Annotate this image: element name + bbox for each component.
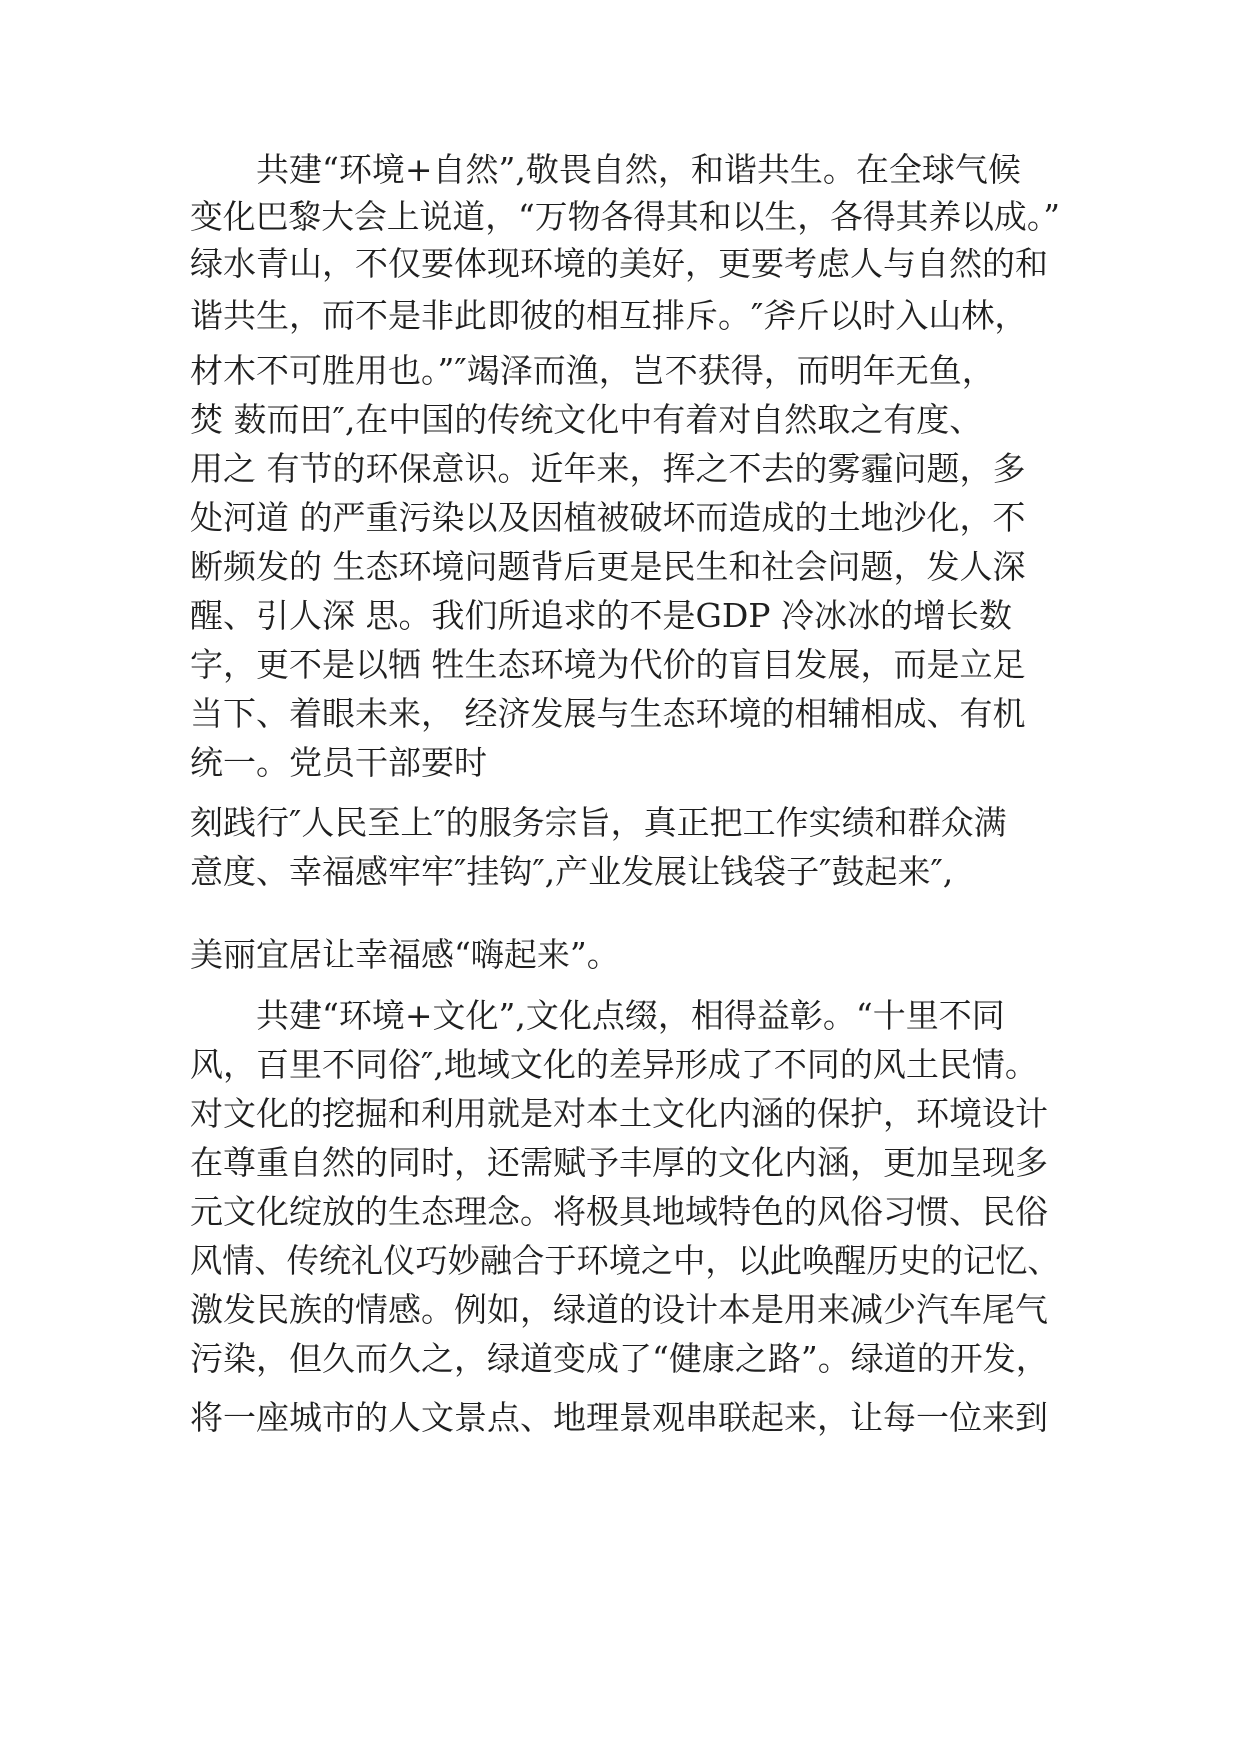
paragraph-1-line-12: 当下、着眼未来， 经济发展与生态环境的相辅相成、有机: [190, 694, 1026, 733]
paragraph-1-line-1: 共建“环境+自然”,敬畏自然，和谐共生。在全球气候: [256, 150, 1021, 189]
paragraph-1-line-4: 谐共生，而不是非此即彼的相互排斥。″斧斤以时入山林，: [190, 296, 1028, 335]
paragraph-2-line-6: 风情、传统礼仪巧妙融合于环境之中，以此唤醒历史的记忆、: [190, 1241, 1060, 1280]
paragraph-2-line-2: 风，百里不同俗″,地域文化的差异形成了不同的风土民情。: [190, 1045, 1038, 1084]
paragraph-1-line-6: 焚 薮而田″,在中国的传统文化中有着对自然取之有度、: [190, 400, 983, 439]
paragraph-2-line-7: 激发民族的情感。例如，绿道的设计本是用来减少汽车尾气: [190, 1290, 1048, 1329]
paragraph-1-line-10: 醒、引人深 思。我们所追求的不是GDP 冷冰冰的增长数: [190, 596, 1013, 635]
paragraph-1-line-9: 断频发的 生态环境问题背后更是民生和社会问题，发人深: [190, 547, 1026, 586]
paragraph-1-line-11: 字，更不是以牺 牲生态环境为代价的盲目发展，而是立足: [190, 645, 1026, 684]
paragraph-1-line-3: 绿水青山，不仅要体现环境的美好，更要考虑人与自然的和: [190, 244, 1048, 283]
paragraph-1-line-16: 美丽宜居让幸福感“嗨起来”。: [190, 935, 620, 974]
paragraph-1-line-14: 刻践行″人民至上″的服务宗旨，真正把工作实绩和群众满: [190, 803, 1007, 842]
paragraph-2-line-9: 将一座城市的人文景点、地理景观串联起来，让每一位来到: [190, 1398, 1048, 1437]
paragraph-1-line-15: 意度、幸福感牢牢″挂钩″,产业发展让钱袋子″鼓起来″,: [190, 852, 954, 891]
paragraph-2-line-8: 污染，但久而久之，绿道变成了“健康之路”。绿道的开发，: [190, 1339, 1049, 1378]
paragraph-2-line-4: 在尊重自然的同时，还需赋予丰厚的文化内涵，更加呈现多: [190, 1143, 1048, 1182]
paragraph-1-line-7: 用之 有节的环保意识。近年来，挥之不去的雾霾问题，多: [190, 449, 1026, 488]
paragraph-1-line-8: 处河道 的严重污染以及因植被破坏而造成的土地沙化，不: [190, 498, 1026, 537]
paragraph-2-line-3: 对文化的挖掘和利用就是对本土文化内涵的保护，环境设计: [190, 1094, 1048, 1133]
paragraph-1-line-13: 统一。党员干部要时: [190, 743, 487, 782]
paragraph-2-line-1: 共建“环境+文化”,文化点缀，相得益彰。“十里不同: [256, 996, 1005, 1035]
paragraph-1-line-5: 材木不可胜用也。”″竭泽而渔，岂不获得，而明年无鱼，: [190, 351, 995, 390]
paragraph-1-line-2: 变化巴黎大会上说道，“万物各得其和以生，各得其养以成。”: [190, 197, 1060, 236]
paragraph-2-line-5: 元文化绽放的生态理念。将极具地域特色的风俗习惯、民俗: [190, 1192, 1048, 1231]
